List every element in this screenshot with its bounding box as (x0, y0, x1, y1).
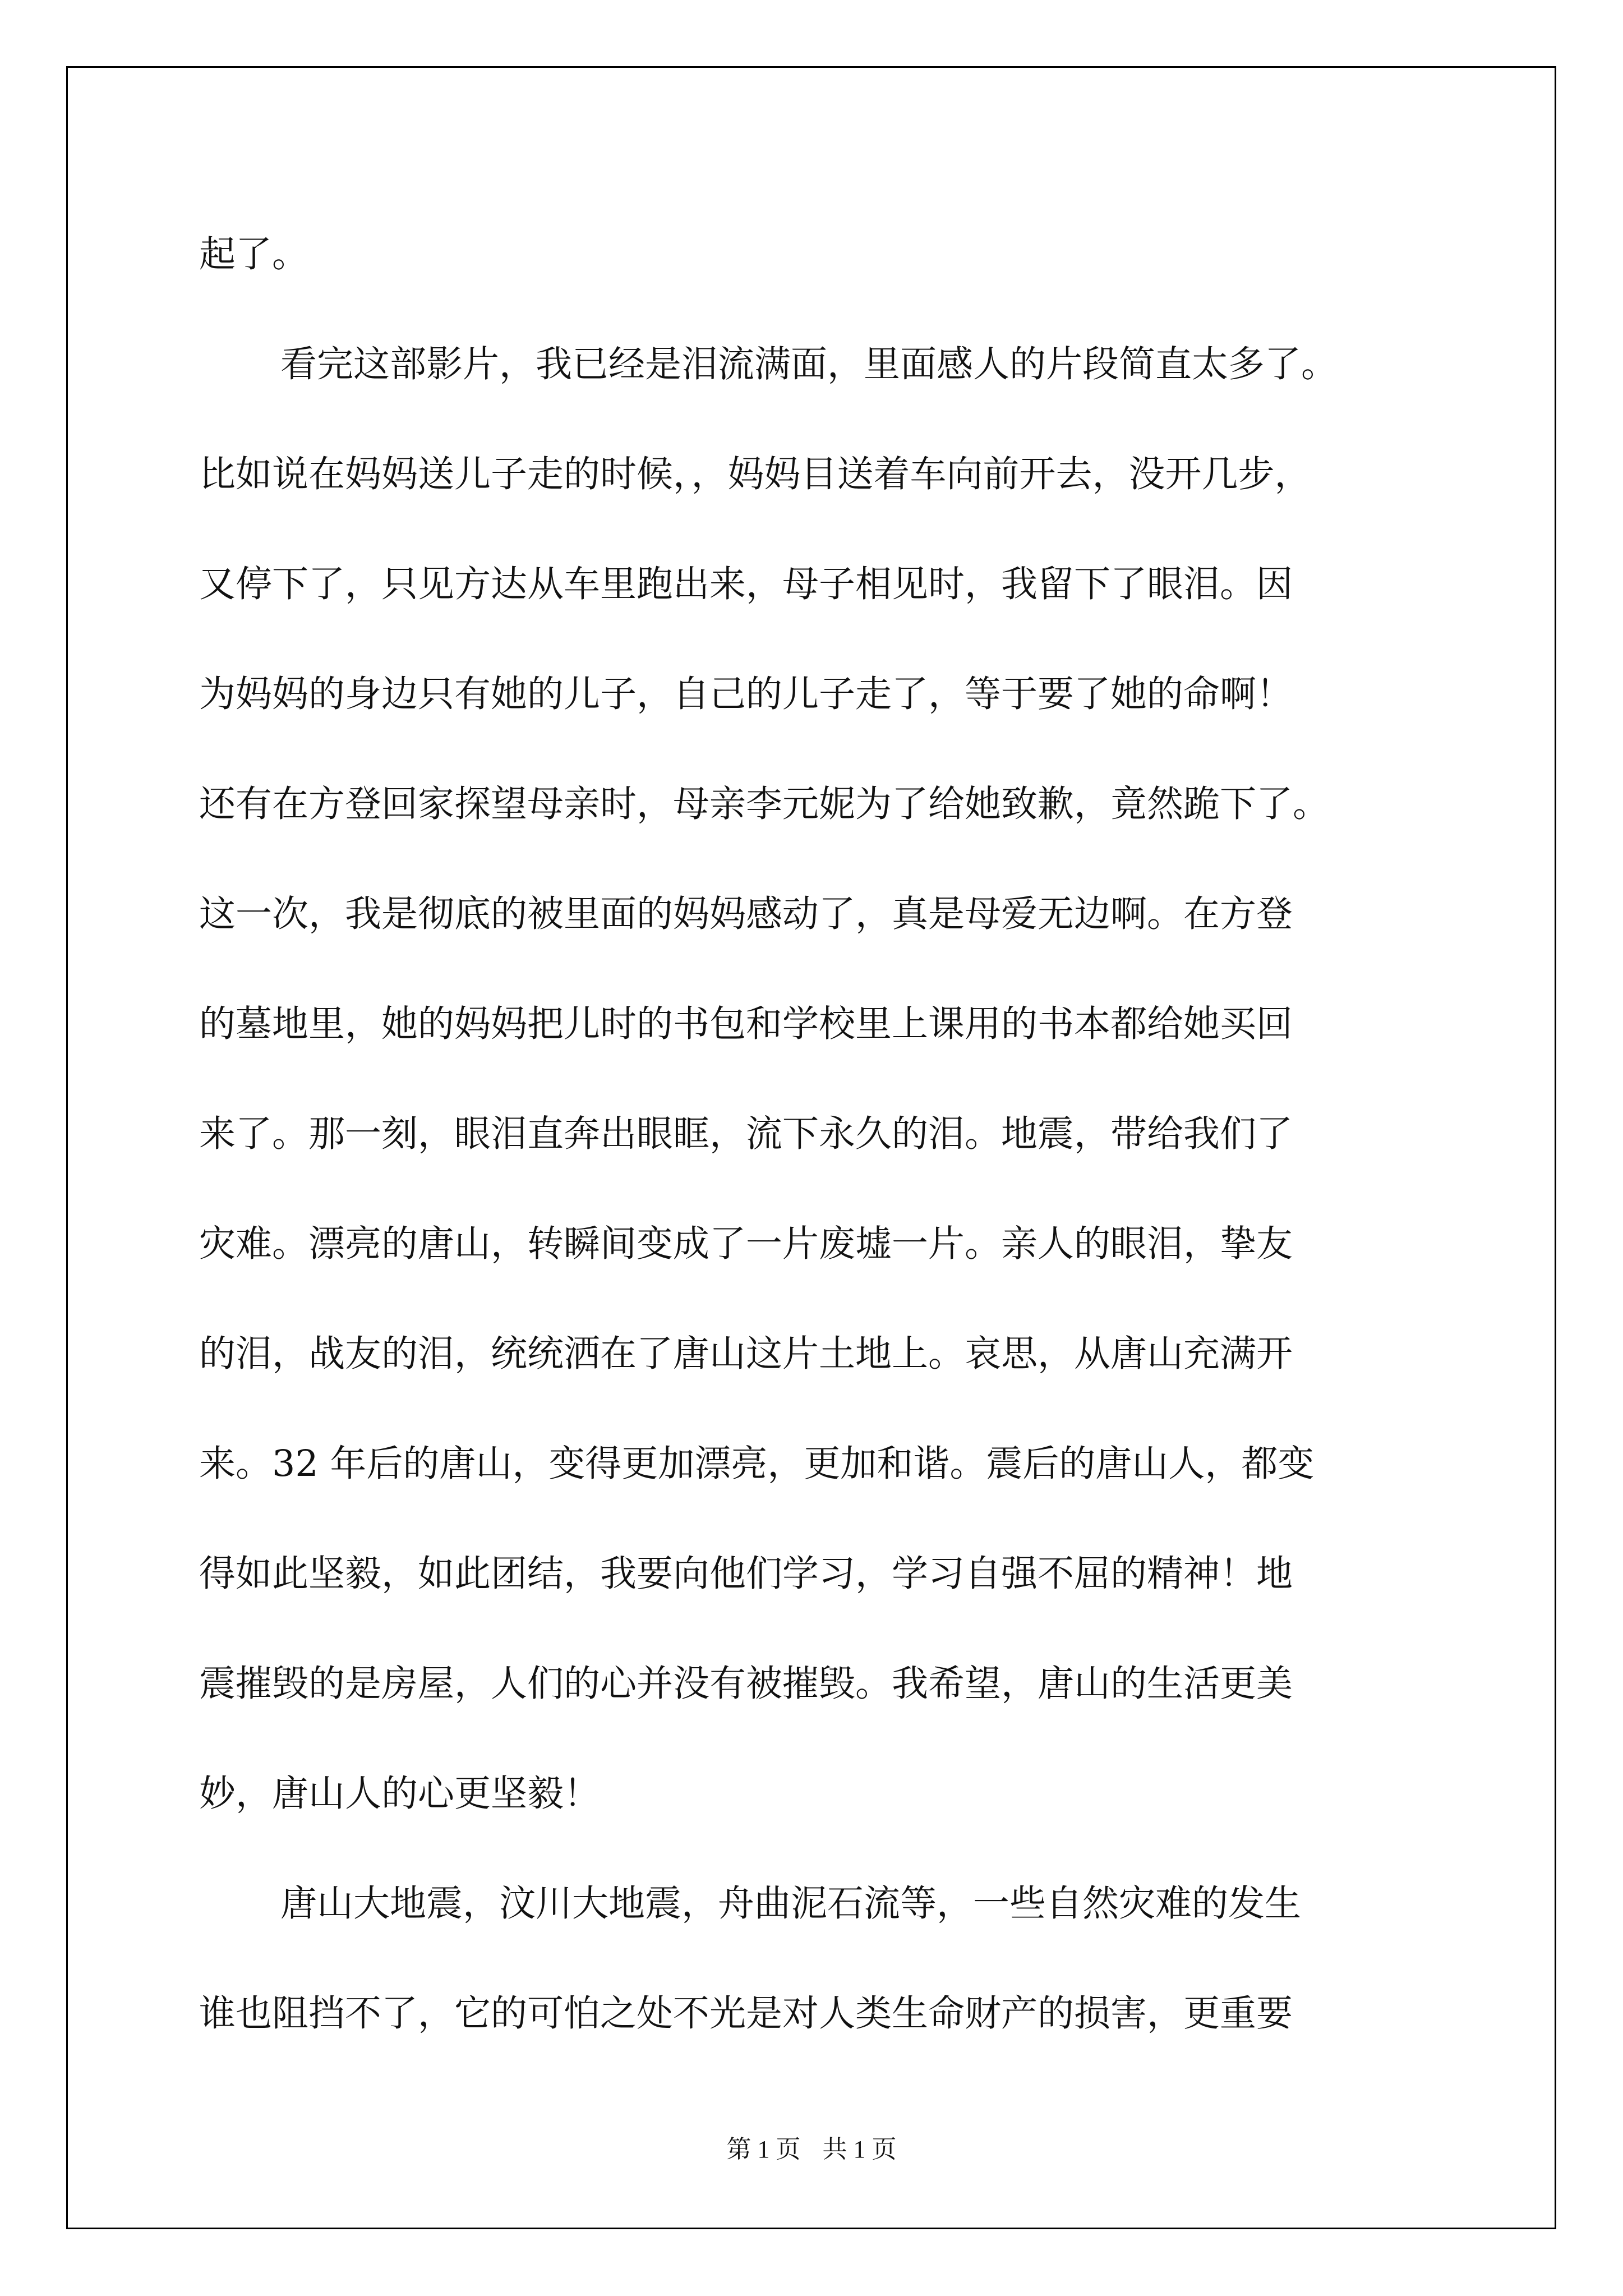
text-line: 震摧毁的是房屋，人们的心并没有被摧毁。我希望，唐山的生活更美 (199, 1663, 1293, 1705)
text-line: 的泪，战友的泪，统统洒在了唐山这片土地上。哀思，从唐山充满开 (199, 1333, 1293, 1375)
text-line: 这一次，我是彻底的被里面的妈妈感动了，真是母爱无边啊。在方登 (199, 893, 1293, 935)
text-line: 起了。 (199, 233, 309, 275)
page-total: 共 1 页 (822, 2136, 897, 2163)
paragraph-start-line: 唐山大地震，汶川大地震，舟曲泥石流等，一些自然灾难的发生 (280, 1883, 1302, 1925)
document-body (199, 200, 1438, 2069)
text-line: 来了。那一刻，眼泪直奔出眼眶，流下永久的泪。地震，带给我们了 (199, 1113, 1293, 1155)
text-line: 比如说在妈妈送儿子走的时候，，妈妈目送着车向前开去，没开几步， (199, 453, 1311, 495)
text-line: 妙，唐山人的心更坚毅！ (199, 1773, 601, 1815)
page-number: 第 1 页 (726, 2136, 801, 2163)
text-line: 谁也阻挡不了，它的可怕之处不光是对人类生命财产的损害，更重要 (199, 1993, 1293, 2035)
text-line: 又停下了，只见方达从车里跑出来，母子相见时，我留下了眼泪。因 (199, 563, 1293, 605)
text-line: 灾难。漂亮的唐山，转瞬间变成了一片废墟一片。亲人的眼泪，挚友 (199, 1223, 1293, 1265)
paragraph-start-line: 看完这部影片，我已经是泪流满面，里面感人的片段简直太多了。 (280, 343, 1338, 385)
text-line: 为妈妈的身边只有她的儿子，自己的儿子走了，等于要了她的命啊！ (199, 673, 1293, 715)
text-line: 得如此坚毅，如此团结，我要向他们学习，学习自强不屈的精神！地 (199, 1553, 1293, 1595)
text-line: 的墓地里，她的妈妈把儿时的书包和学校里上课用的书本都给她买回 (199, 1003, 1293, 1045)
text-line: 还有在方登回家探望母亲时，母亲李元妮为了给她致歉，竟然跪下了。 (199, 783, 1330, 825)
page-footer (0, 2129, 1623, 2165)
text-line: 来。32 年后的唐山，变得更加漂亮，更加和谐。震后的唐山人，都变 (199, 1443, 1315, 1485)
